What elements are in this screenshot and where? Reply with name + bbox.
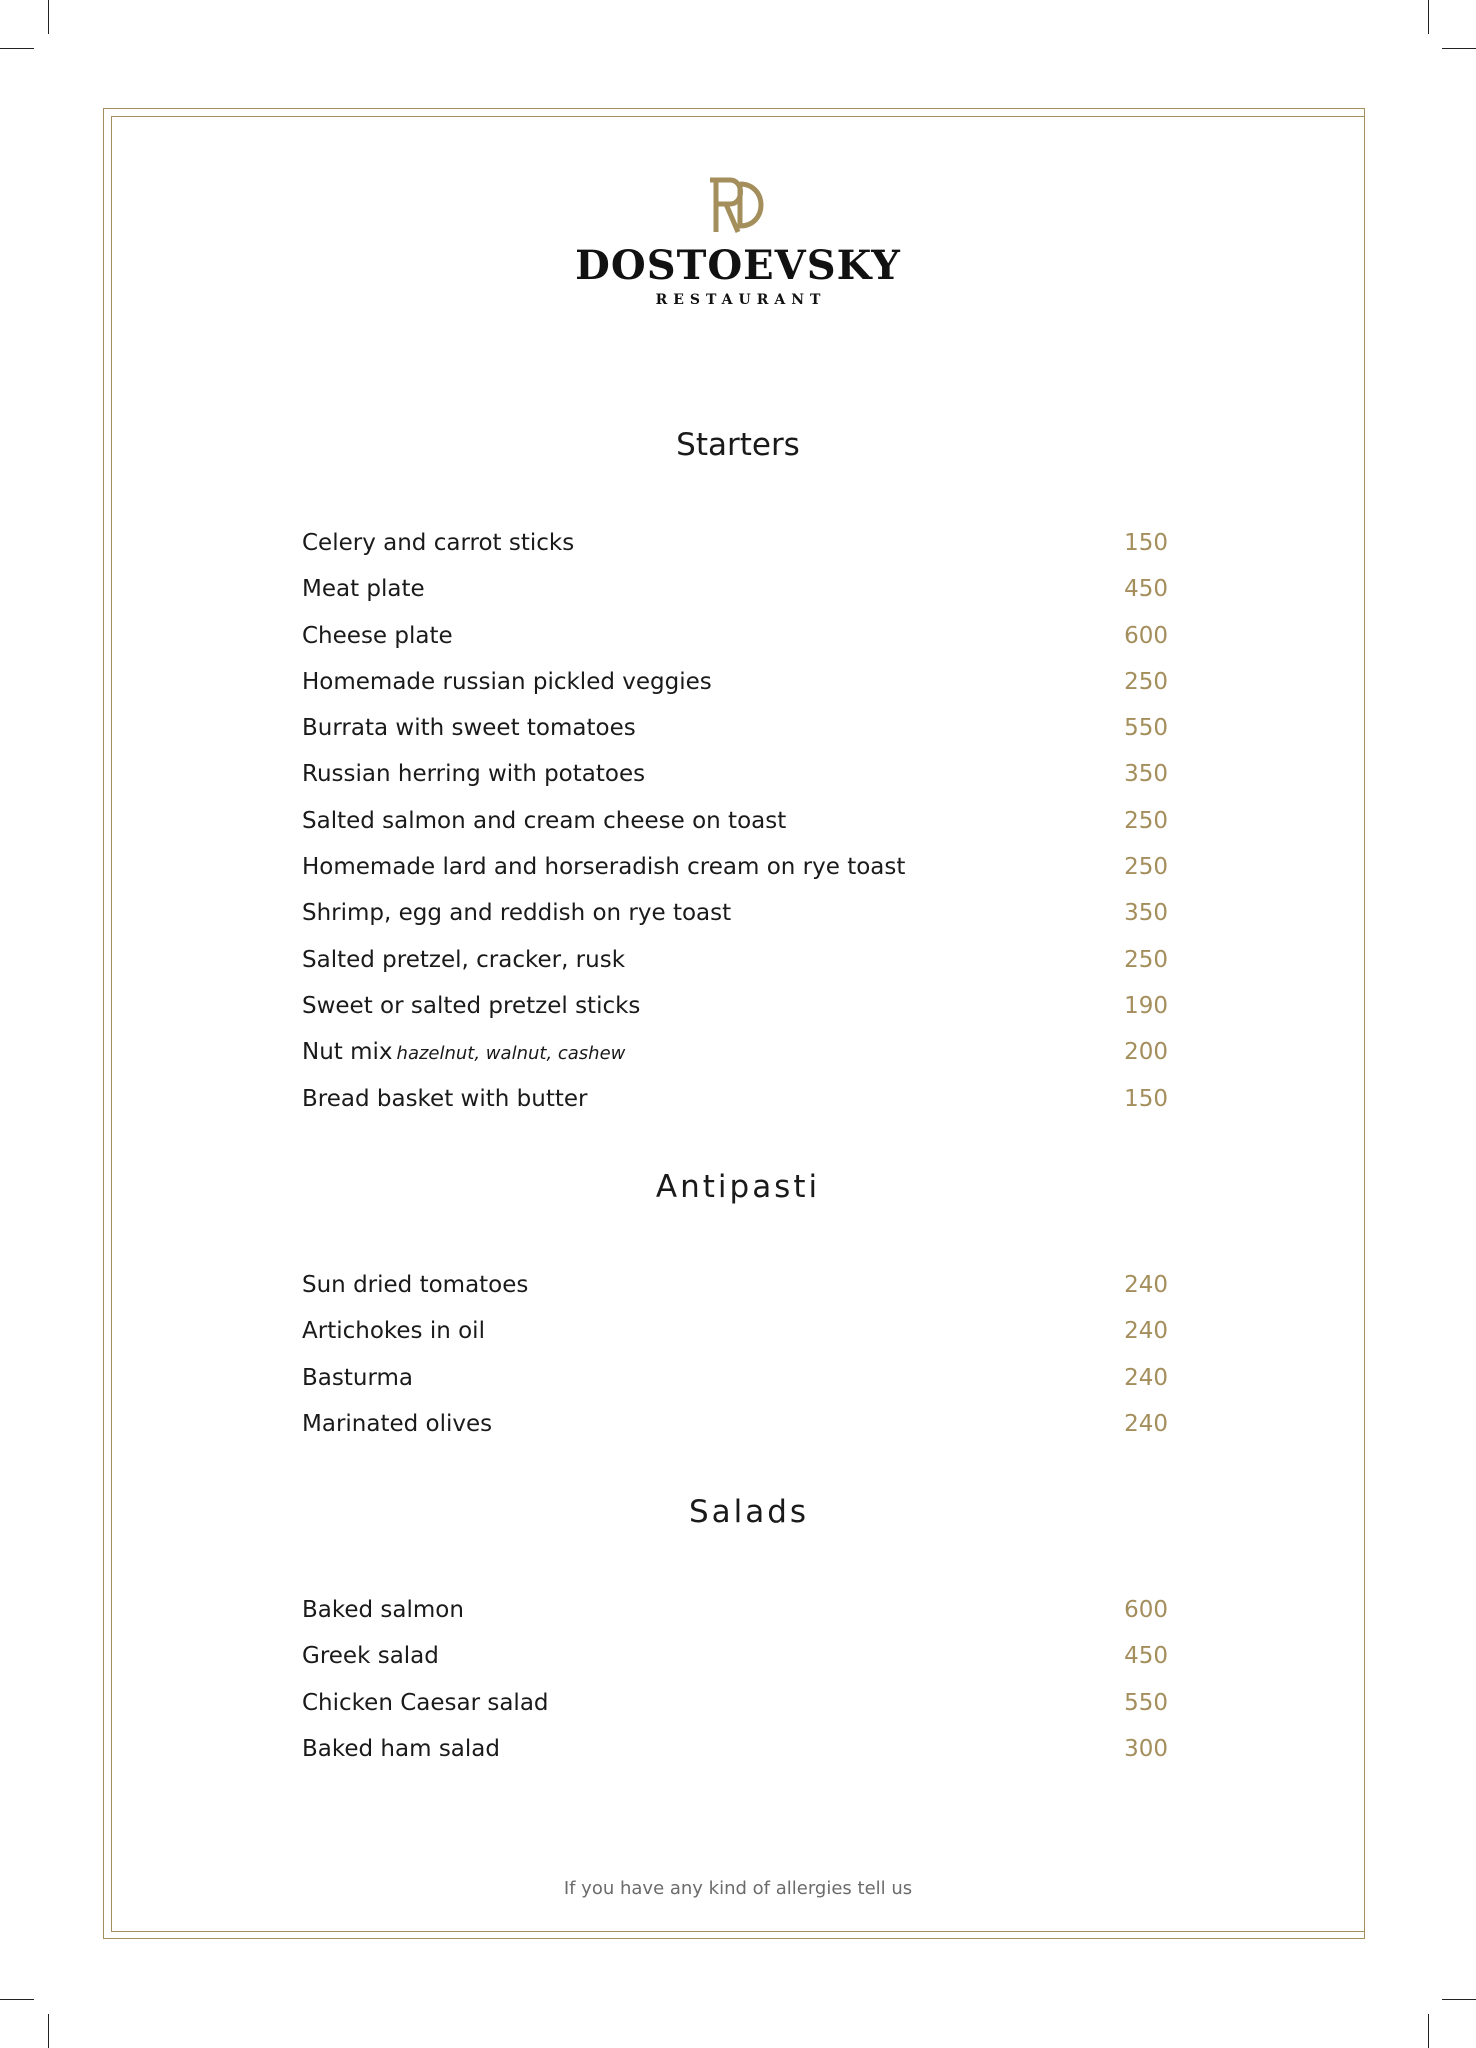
item-price: 250 <box>1124 946 1168 973</box>
item-name: Sweet or salted pretzel sticks <box>302 992 641 1019</box>
section-title-antipasti: Antipasti <box>655 1169 821 1205</box>
monogram-logo-icon <box>706 176 770 236</box>
crop-mark <box>0 48 34 49</box>
section-title-salads: Salads <box>688 1494 810 1530</box>
crop-mark <box>1442 48 1476 49</box>
menu-item <box>302 1595 1168 1641</box>
crop-mark <box>1428 2014 1429 2048</box>
menu-item <box>302 1641 1168 1687</box>
item-name: Homemade russian pickled veggies <box>302 668 712 695</box>
menu-item <box>302 1084 1168 1130</box>
crop-mark <box>48 2014 49 2048</box>
item-price: 550 <box>1124 715 1168 742</box>
menu-item <box>302 528 1168 574</box>
item-name: Salted salmon and cream cheese on toast <box>302 807 787 834</box>
item-name: Russian herring with potatoes <box>302 761 646 788</box>
item-name: Bread basket with butter <box>302 1085 588 1112</box>
item-price: 600 <box>1124 1597 1168 1623</box>
menu-item <box>302 1037 1168 1083</box>
item-price: 250 <box>1124 668 1168 695</box>
menu-item <box>302 759 1168 805</box>
restaurant-name: DOSTOEVSKY <box>575 242 901 289</box>
item-name: Homemade lard and horseradish cream on rye toast <box>302 854 906 881</box>
item-price: 240 <box>1124 1364 1168 1391</box>
item-name: Basturma <box>302 1364 414 1391</box>
menu-item <box>302 1316 1168 1362</box>
item-name: Meat plate <box>302 576 425 603</box>
item-name: Celery and carrot sticks <box>302 530 575 556</box>
item-price: 550 <box>1124 1689 1168 1716</box>
menu-item <box>302 898 1168 944</box>
item-name: Greek salad <box>302 1643 439 1670</box>
section-title-starters: Starters <box>676 427 800 463</box>
item-price: 190 <box>1124 992 1168 1019</box>
item-price: 250 <box>1124 807 1168 834</box>
crop-mark <box>1442 1999 1476 2000</box>
item-name: Cheese plate <box>302 622 453 649</box>
menu-item <box>302 806 1168 852</box>
item-name: Shrimp, egg and reddish on rye toast <box>302 900 732 927</box>
menu-item <box>302 1270 1168 1316</box>
item-price: 600 <box>1124 622 1168 649</box>
crop-mark <box>48 0 49 34</box>
crop-mark <box>1428 0 1429 34</box>
item-price: 240 <box>1124 1272 1168 1298</box>
item-price: 350 <box>1124 900 1168 927</box>
menu-item <box>302 574 1168 620</box>
item-price: 240 <box>1124 1318 1168 1345</box>
item-price: 240 <box>1124 1410 1168 1437</box>
menu-item <box>302 945 1168 991</box>
menu-item <box>302 1688 1168 1734</box>
restaurant-subtitle: RESTAURANT <box>655 292 827 308</box>
menu-item <box>302 1734 1168 1780</box>
menu-item <box>302 991 1168 1037</box>
item-price: 450 <box>1124 1643 1168 1670</box>
item-name: Baked salmon <box>302 1597 464 1623</box>
item-name: Baked ham salad <box>302 1735 500 1762</box>
item-price: 300 <box>1124 1735 1168 1762</box>
starters-list <box>302 528 1168 1130</box>
item-price: 250 <box>1124 854 1168 881</box>
item-price: 200 <box>1124 1039 1168 1066</box>
item-name: Burrata with sweet tomatoes <box>302 715 636 742</box>
item-price: 350 <box>1124 761 1168 788</box>
restaurant-logo <box>0 176 1476 308</box>
crop-mark <box>0 1999 34 2000</box>
item-price: 450 <box>1124 576 1168 603</box>
menu-item <box>302 667 1168 713</box>
item-name: Sun dried tomatoes <box>302 1272 529 1298</box>
menu-item <box>302 1409 1168 1455</box>
menu-item <box>302 1363 1168 1409</box>
item-price: 150 <box>1124 530 1168 556</box>
item-name: Nut mix <box>302 1039 393 1066</box>
menu-item <box>302 621 1168 667</box>
salads-list <box>302 1595 1168 1780</box>
antipasti-list <box>302 1270 1168 1455</box>
menu-item <box>302 852 1168 898</box>
menu-item <box>302 713 1168 759</box>
item-name: Marinated olives <box>302 1410 493 1437</box>
item-note: hazelnut, walnut, cashew <box>396 1043 626 1065</box>
item-price: 150 <box>1124 1085 1168 1112</box>
item-name: Chicken Caesar salad <box>302 1689 549 1716</box>
item-name: Salted pretzel, cracker, rusk <box>302 946 626 973</box>
item-name: Artichokes in oil <box>302 1318 485 1345</box>
allergy-note: If you have any kind of allergies tell us <box>563 1878 913 1899</box>
